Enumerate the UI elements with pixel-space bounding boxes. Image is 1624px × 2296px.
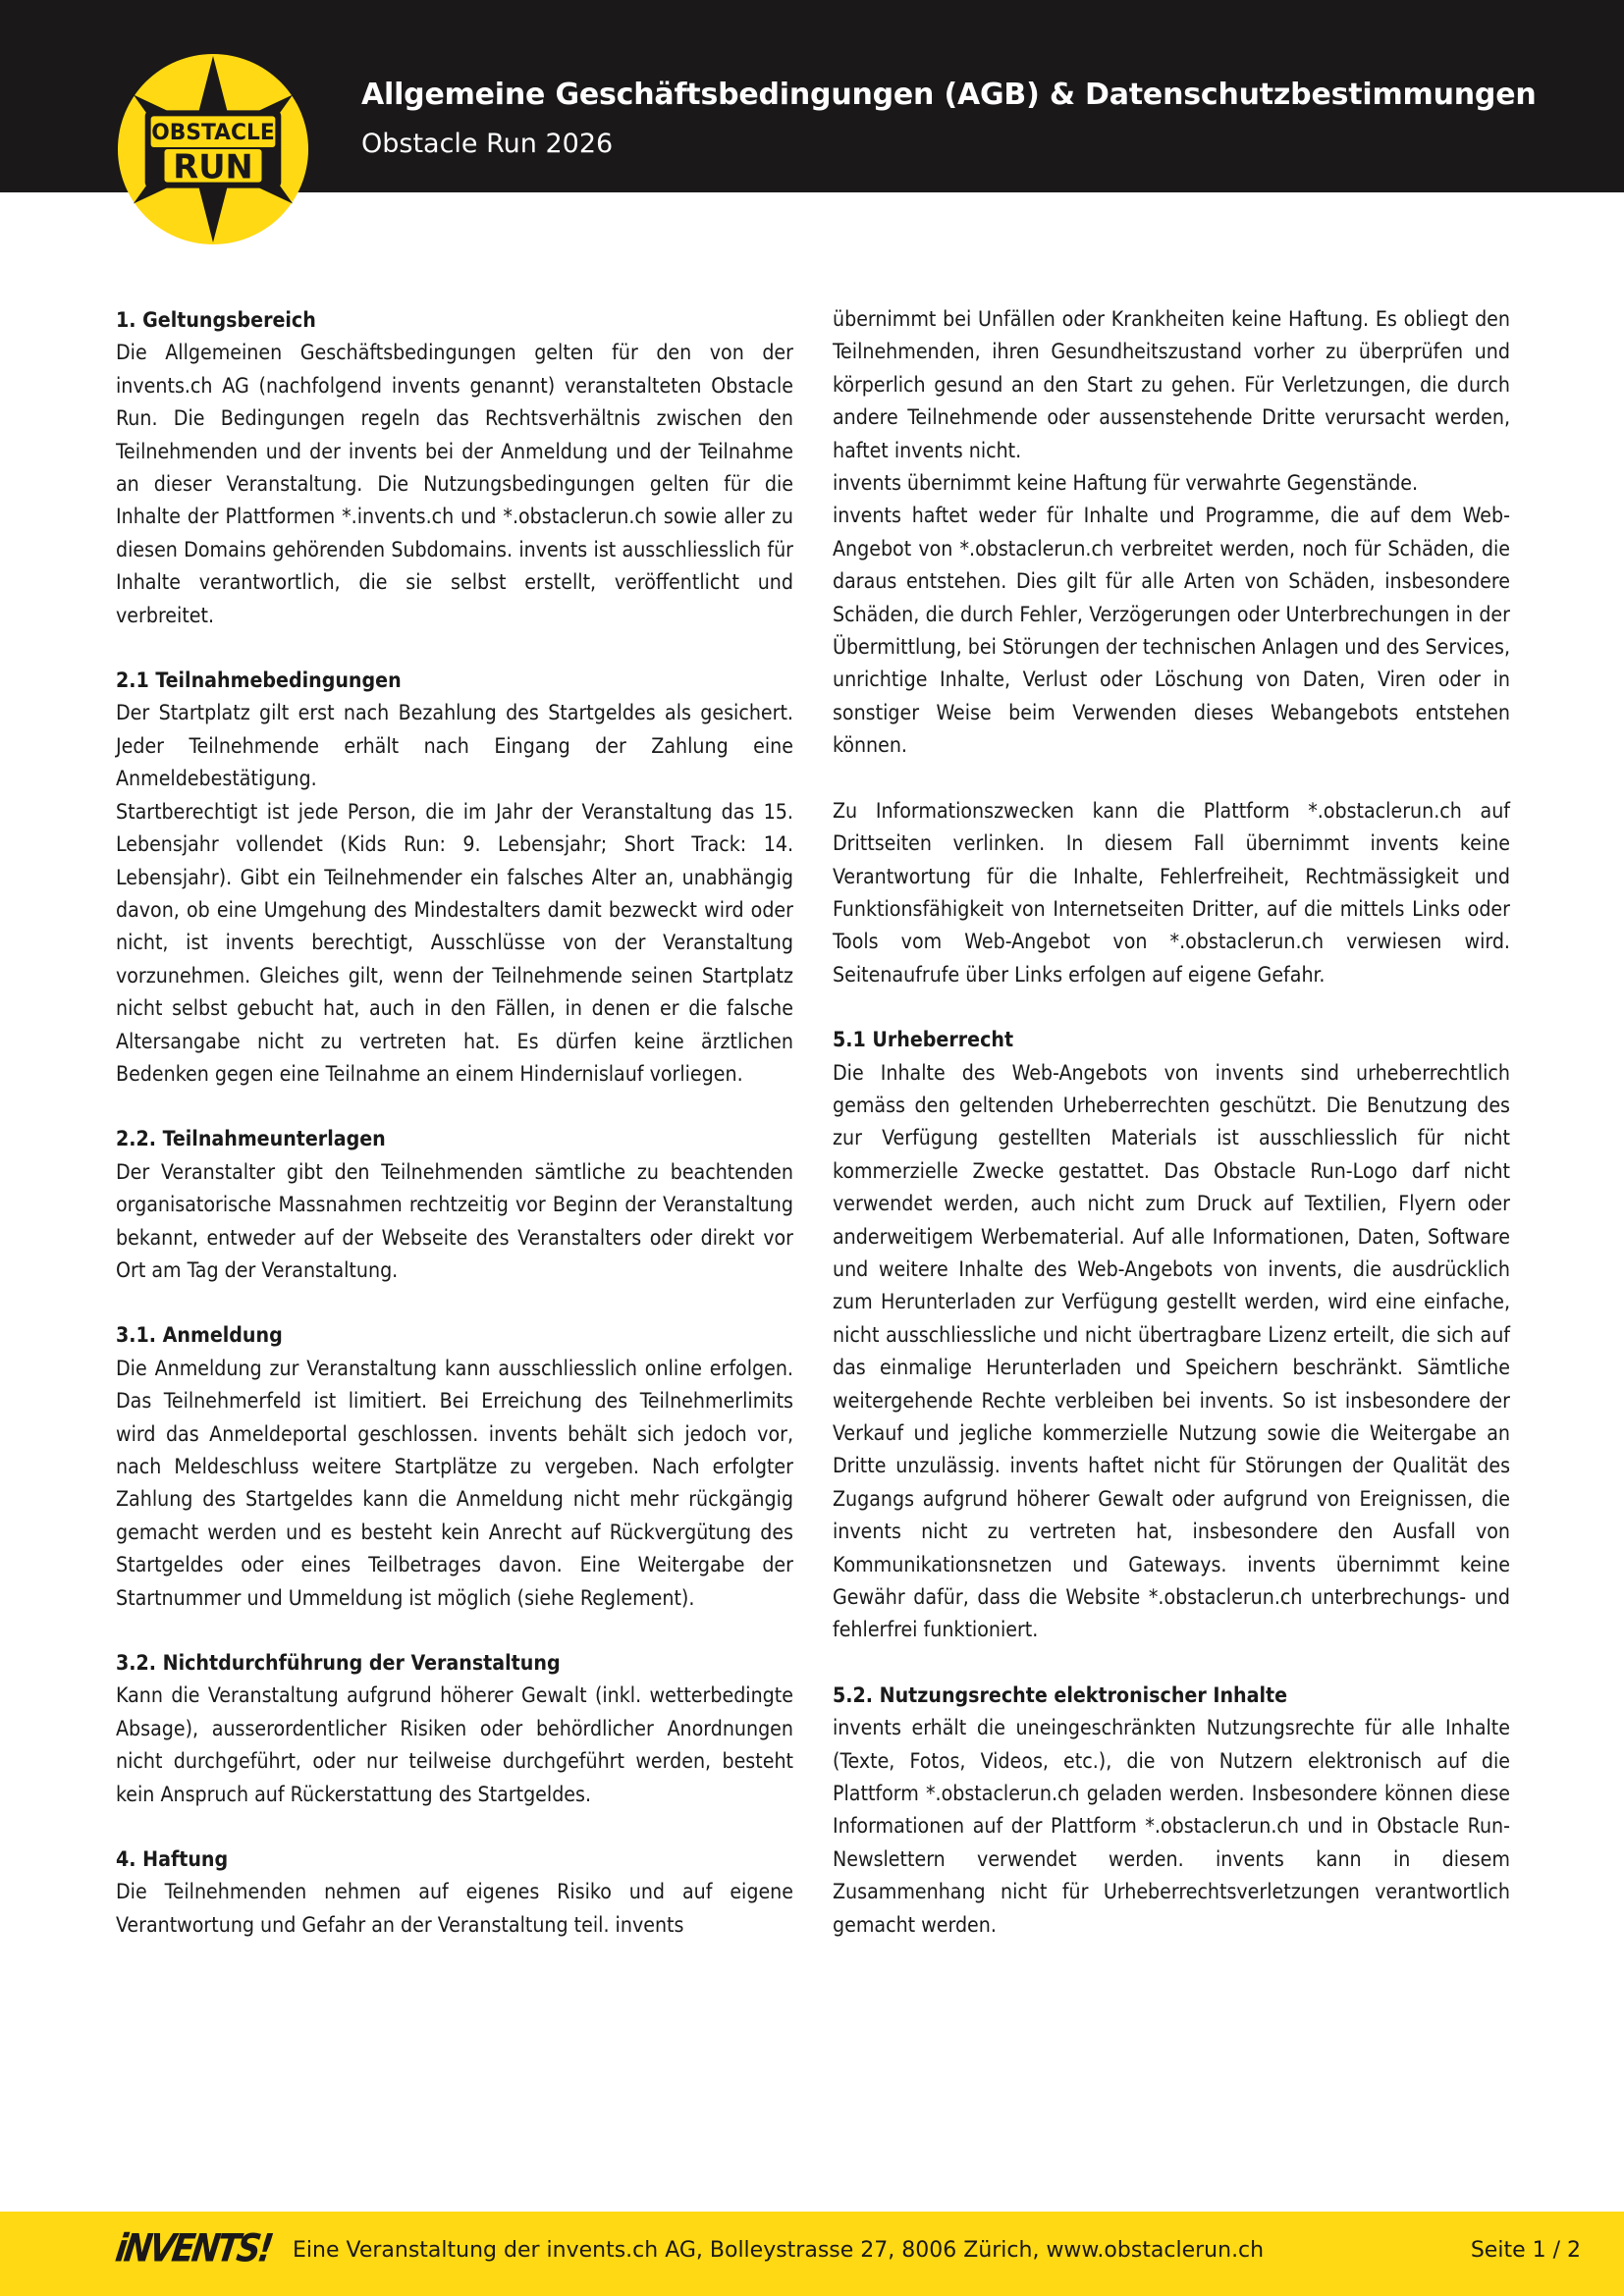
section-paragraph: Der Veranstalter gibt den Teilnehmenden sämtliche zu beachtenden organisatorische Massnahmen rechtzeitig vor Beginn der Veranstaltung bekannt, entweder auf der Webseite des Veranstalters oder direkt vor Ort am Tag der Veranstaltung. — [116, 1158, 793, 1282]
section-nichtdurchfuehrung — [116, 1646, 793, 1810]
document-footer — [0, 2212, 1624, 2296]
section-teilnahmebedingungen — [116, 664, 793, 1090]
section-nutzungsrechte — [833, 1679, 1510, 1941]
section-heading: 3.1. Anmeldung — [116, 1322, 283, 1348]
page-indicator: Seite 1 / 2 — [1470, 2238, 1581, 2263]
right-column — [833, 302, 1510, 1973]
section-paragraph: invents haftet weder für Inhalte und Programme, die auf dem Web-Angebot von *.obstaclerun.ch verbreitet werden, noch für Schäden, die daraus entstehen. Dies gilt für alle Arten von Schäden, insbesondere Schäden, die durch Fehler, Verzögerungen oder Unterbrechungen in der Übermittlung, bei Störungen der technischen Anlagen und des Services, unrichtige Inhalte, Verlust oder Löschung von Daten, Viren oder in sonstiger Weise beim Verwenden dieses Webangebots entstehen können. — [833, 503, 1510, 758]
section-paragraph: Die Anmeldung zur Veranstaltung kann ausschliesslich online erfolgen. Das Teilnehmerfeld ist limitiert. Bei Erreichung des Teilnehmerlimits wird das Anmeldeportal geschlossen. invents behält sich jedoch vor, nach Meldeschluss weitere Startplätze zu vergeben. Nach erfolgter Zahlung des Startgeldes kann die Anmeldung nicht mehr rückgängig gemacht werden und es besteht kein Anrecht auf Rückvergütung des Startgeldes oder eines Teilbetrages davon. Eine Weitergabe der Startnummer und Ummeldung ist möglich (siehe Reglement). — [116, 1355, 793, 1610]
invents-logo-icon: iNVENTS! — [112, 2226, 274, 2271]
page-subtitle: Obstacle Run 2026 — [361, 129, 614, 159]
section-paragraph: Zu Informationszwecken kann die Plattform *.obstaclerun.ch auf Drittseiten verlinken. In diesem Fall übernimmt invents keine Verantwortung für die Inhalte, Fehlerfreiheit, Rechtmässigkeit und Funktionsfähigkeit von Internetseiten Dritter, auf die mittels Links oder Tools vom Web-Angebot von *.obstaclerun.ch verwiesen wird. Seitenaufrufe über Links erfolgen auf eigene Gefahr. — [833, 797, 1510, 987]
page-title: Allgemeine Geschäftsbedingungen (AGB) & Datenschutzbestimmungen — [361, 78, 1537, 112]
section-paragraph: Die Teilnehmenden nehmen auf eigenes Risiko und auf eigene Verantwortung und Gefahr an der Veranstaltung teil. invents — [116, 1879, 793, 1937]
svg-text:RUN: RUN — [173, 147, 253, 187]
section-paragraph: Der Startplatz gilt erst nach Bezahlung des Startgeldes als gesichert. Jeder Teilnehmende erhält nach Eingang der Zahlung eine Anmeldebestätigung. — [116, 700, 793, 791]
section-paragraph: invents übernimmt keine Haftung für verwahrte Gegenstände. — [833, 470, 1419, 496]
section-haftung — [116, 1842, 793, 1941]
section-teilnahmeunterlagen — [116, 1122, 793, 1286]
section-heading: 2.1 Teilnahmebedingungen — [116, 667, 402, 693]
left-column — [116, 303, 793, 1973]
obstacle-run-logo-icon — [116, 52, 310, 246]
section-anmeldung — [116, 1318, 793, 1614]
section-heading: 3.2. Nichtdurchführung der Veranstaltung — [116, 1650, 561, 1676]
section-heading: 1. Geltungsbereich — [116, 307, 316, 332]
section-heading: 5.1 Urheberrecht — [833, 1027, 1014, 1052]
section-heading: 5.2. Nutzungsrechte elektronischer Inhalte — [833, 1682, 1288, 1707]
section-paragraph: Die Inhalte des Web-Angebots von invents sind urheberrechtlich gemäss den geltenden Urheberrechten geschützt. Die Benutzung des zur Verfügung gestellten Materials ist ausschliesslich für nicht kommerzielle Zwecke gestattet. Das Obstacle Run-Logo darf nicht verwendet werden, auch nicht zum Druck auf Textilien, Flyern oder anderweitigem Werbematerial. Auf alle Informationen, Daten, Software und weitere Inhalte des Web-Angebots von invents, die ausdrücklich zum Herunterladen zur Verfügung gestellt werden, wird eine einfache, nicht ausschliessliche und nicht übertragbare Lizenz erteilt, die sich auf das einmalige Herunterladen und Speichern beschränkt. Sämtliche weitergehende Rechte verbleiben bei invents. So ist insbesondere der Verkauf und jegliche kommerzielle Nutzung sowie die Weitergabe an Dritte unzulässig. invents haftet nicht für Störungen der Qualität des Zugangs aufgrund höherer Gewalt oder aufgrund von Ereignissen, die invents nicht zu vertreten hat, insbesondere den Ausfall von Kommunikationsnetzen und Gateways. invents übernimmt keine Gewähr dafür, dass die Website *.obstaclerun.ch unterbrechungs- und fehlerfrei funktioniert. — [833, 1059, 1510, 1642]
section-haftung-continued — [833, 302, 1510, 762]
section-paragraph: Kann die Veranstaltung aufgrund höherer Gewalt (inkl. wetterbedingte Absage), ausserordentlicher Risiken oder behördlicher Anordnungen nicht durchgeführt, oder nur teilweise durchgeführt werden, besteht kein Anspruch auf Rückerstattung des Startgeldes. — [116, 1682, 793, 1806]
section-heading: 2.2. Teilnahmeunterlagen — [116, 1126, 386, 1151]
document-header — [0, 0, 1624, 192]
section-paragraph: Die Allgemeinen Geschäftsbedingungen gelten für den von der invents.ch AG (nachfolgend invents genannt) veranstalteten Obstacle Run. Die Bedingungen regeln das Rechtsverhältnis zwischen den Teilnehmenden und der invents bei der Anmeldung und der Teilnahme an dieser Veranstaltung. Die Nutzungsbedingungen gelten für die Inhalte der Plattformen *.invents.ch und *.obstaclerun.ch sowie aller zu diesen Domains gehörenden Subdomains. invents ist ausschliesslich für Inhalte verantwortlich, die sie selbst erstellt, veröffentlicht und verbreitet. — [116, 340, 793, 627]
section-paragraph: übernimmt bei Unfällen oder Krankheiten keine Haftung. Es obliegt den Teilnehmenden, ihren Gesundheitszustand vorher zu überprüfen und körperlich gesund an den Start zu gehen. Für Verletzungen, die durch andere Teilnehmende oder aussenstehende Dritte verursacht werden, haftet invents nicht. — [833, 306, 1510, 462]
svg-text:OBSTACLE: OBSTACLE — [151, 121, 275, 146]
section-drittseiten-links — [833, 794, 1510, 990]
section-urheberrecht — [833, 1023, 1510, 1646]
section-heading: 4. Haftung — [116, 1846, 229, 1872]
section-paragraph: invents erhält die uneingeschränkten Nutzungsrechte für alle Inhalte (Texte, Fotos, Videos, etc.), die von Nutzern elektronisch auf die Plattform *.obstaclerun.ch geladen werden. Insbesondere können diese Informationen auf der Plattform *.obstaclerun.ch und in Obstacle Run-Newslettern verwendet werden. invents kann in diesem Zusammenhang nicht für Urheberrechtsverletzungen verantwortlich gemacht werden. — [833, 1715, 1510, 1937]
organizer-info: Eine Veranstaltung der invents.ch AG, Bolleystrasse 27, 8006 Zürich, www.obstaclerun.ch — [293, 2238, 1265, 2263]
section-geltungsbereich — [116, 303, 793, 631]
section-paragraph: Startberechtigt ist jede Person, die im Jahr der Veranstaltung das 15. Lebensjahr vollendet (Kids Run: 9. Lebensjahr; Short Track: 14. Lebensjahr). Gibt ein Teilnehmender ein falsches Alter an, unabhängig davon, ob eine Umgehung des Mindestalters damit bezweckt wird oder nicht, ist invents berechtigt, Ausschlüsse von der Veranstaltung vorzunehmen. Gleiches gilt, wenn der Teilnehmende seinen Startplatz nicht selbst gebucht hat, auch in den Fällen, in denen er die falsche Altersangabe nicht zu vertreten hat. Es dürfen keine ärztlichen Bedenken gegen eine Teilnahme an einem Hindernislauf vorliegen. — [116, 798, 793, 1086]
